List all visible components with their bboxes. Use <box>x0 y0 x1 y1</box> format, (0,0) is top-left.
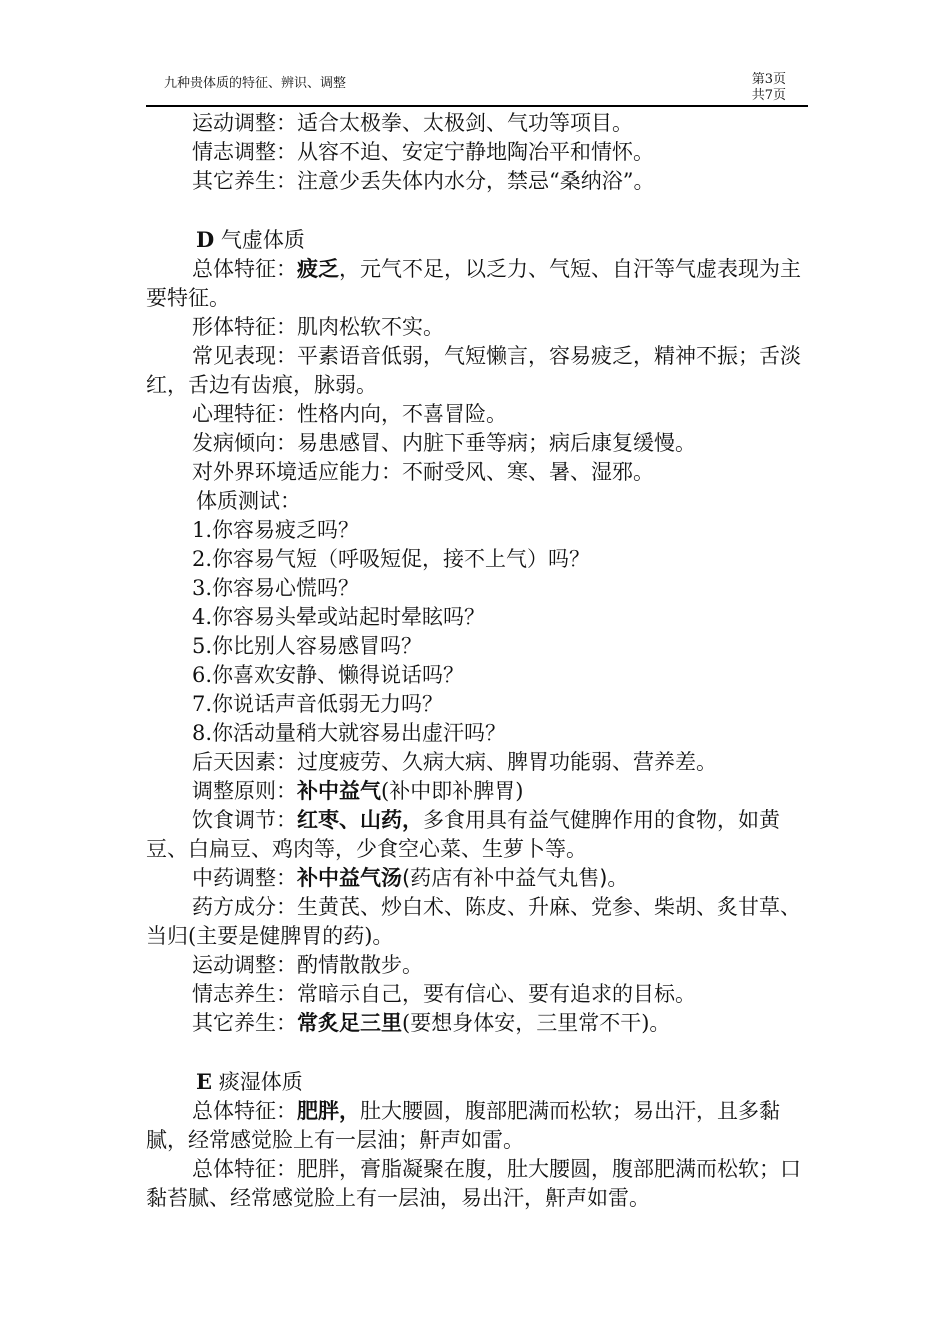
d-sport: 运动调整：酌情散散步。 <box>192 953 423 977</box>
e-overall-1-text: 肚大腰圆，腹部肥满而松软；易出汗，且多黏腻，经常感觉脸上有一层油；鼾声如雷。 <box>146 1099 780 1152</box>
spacer <box>146 196 808 225</box>
document-title: 九种贵体质的特征、辨识、调整 <box>164 76 347 91</box>
spacer <box>146 1038 808 1067</box>
d-emotion: 情志养生：常暗示自己，要有信心、要有追求的目标。 <box>192 982 696 1006</box>
header-divider <box>146 105 808 107</box>
d-formula: 药方成分：生黄芪、炒白术、陈皮、升麻、党参、柴胡、炙甘草、当归(主要是健脾胃的药)。 <box>146 895 801 948</box>
d-question: 2.你容易气短（呼吸短促，接不上气）吗？ <box>192 547 591 571</box>
page-current: 第3页 <box>751 72 786 87</box>
c-emotion-line: 情志调整：从容不迫、安定宁静地陶冶平和情怀。 <box>192 140 654 164</box>
d-acquired: 后天因素：过度疲劳、久病大病、脾胃功能弱、营养差。 <box>192 750 717 774</box>
d-body: 形体特征：肌肉松软不实。 <box>192 315 444 339</box>
d-herb <box>146 864 808 893</box>
page-total: 共7页 <box>751 88 786 103</box>
d-overall <box>146 255 808 313</box>
d-question: 8.你活动量稍大就容易出虚汗吗？ <box>192 721 507 745</box>
section-e-title: 痰湿体质 <box>218 1070 303 1094</box>
d-other-bold: 常炙足三里 <box>297 1011 402 1035</box>
d-question: 1.你容易疲乏吗？ <box>192 518 360 542</box>
d-principle-label: 调整原则： <box>192 779 297 803</box>
c-sport-line: 运动调整：适合太极拳、太极剑、气功等项目。 <box>192 111 633 135</box>
d-tendency: 发病倾向：易患感冒、内脏下垂等病；病后康复缓慢。 <box>192 431 696 455</box>
d-adapt: 对外界环境适应能力：不耐受风、寒、暑、湿邪。 <box>192 460 654 484</box>
d-question: 7.你说话声音低弱无力吗？ <box>192 692 444 716</box>
d-principle <box>146 777 808 806</box>
d-herb-label: 中药调整： <box>192 866 297 890</box>
d-diet-text: 多食用具有益气健脾作用的食物，如黄豆、白扁豆、鸡肉等，少食空心菜、生萝卜等。 <box>146 808 780 861</box>
e-overall-1-label: 总体特征： <box>192 1099 297 1123</box>
d-other <box>146 1009 808 1038</box>
d-herb-bold: 补中益气汤 <box>297 866 402 890</box>
section-e-heading <box>146 1067 808 1097</box>
d-diet-label: 饮食调节： <box>192 808 297 832</box>
d-question: 4.你容易头晕或站起时晕眩吗？ <box>192 605 486 629</box>
d-herb-text: (药店有补中益气丸售)。 <box>402 866 629 890</box>
d-overall-bold: 疲乏 <box>297 257 339 281</box>
section-d-letter: D <box>196 227 215 252</box>
page-header <box>146 70 808 106</box>
d-question: 5.你比别人容易感冒吗？ <box>192 634 423 658</box>
d-principle-text: (补中即补脾胃) <box>381 779 524 803</box>
d-mental: 心理特征：性格内向，不喜冒险。 <box>192 402 507 426</box>
d-principle-bold: 补中益气 <box>297 779 381 803</box>
e-overall-1-bold: 肥胖， <box>297 1099 360 1123</box>
section-d-title: 气虚体质 <box>220 228 305 252</box>
page-number <box>752 72 786 104</box>
document-body <box>146 109 808 1213</box>
d-overall-text: ，元气不足，以乏力、气短、自汗等气虚表现为主要特征。 <box>146 257 801 310</box>
d-common: 常见表现：平素语音低弱，气短懒言，容易疲乏，精神不振；舌淡红，舌边有齿痕，脉弱。 <box>146 344 801 397</box>
e-overall-2: 总体特征：肥胖，膏脂凝聚在腹，肚大腰圆，腹部肥满而松软；口黏苔腻、经常感觉脸上有一层油，易出汗，鼾声如雷。 <box>146 1157 801 1210</box>
c-other-line: 其它养生：注意少丢失体内水分，禁忌“桑纳浴”。 <box>192 169 655 193</box>
section-e-letter: E <box>196 1069 213 1094</box>
section-d-heading <box>146 225 808 255</box>
d-overall-label: 总体特征： <box>192 257 297 281</box>
d-question: 6.你喜欢安静、懒得说话吗？ <box>192 663 465 687</box>
d-other-text: (要想身体安，三里常不干)。 <box>402 1011 671 1035</box>
d-other-label: 其它养生： <box>192 1011 297 1035</box>
d-question: 3.你容易心慌吗？ <box>192 576 360 600</box>
e-overall-1 <box>146 1097 808 1155</box>
d-test-title: 体质测试： <box>196 489 301 513</box>
d-diet-bold: 红枣、山药， <box>297 808 423 832</box>
d-diet <box>146 806 808 864</box>
